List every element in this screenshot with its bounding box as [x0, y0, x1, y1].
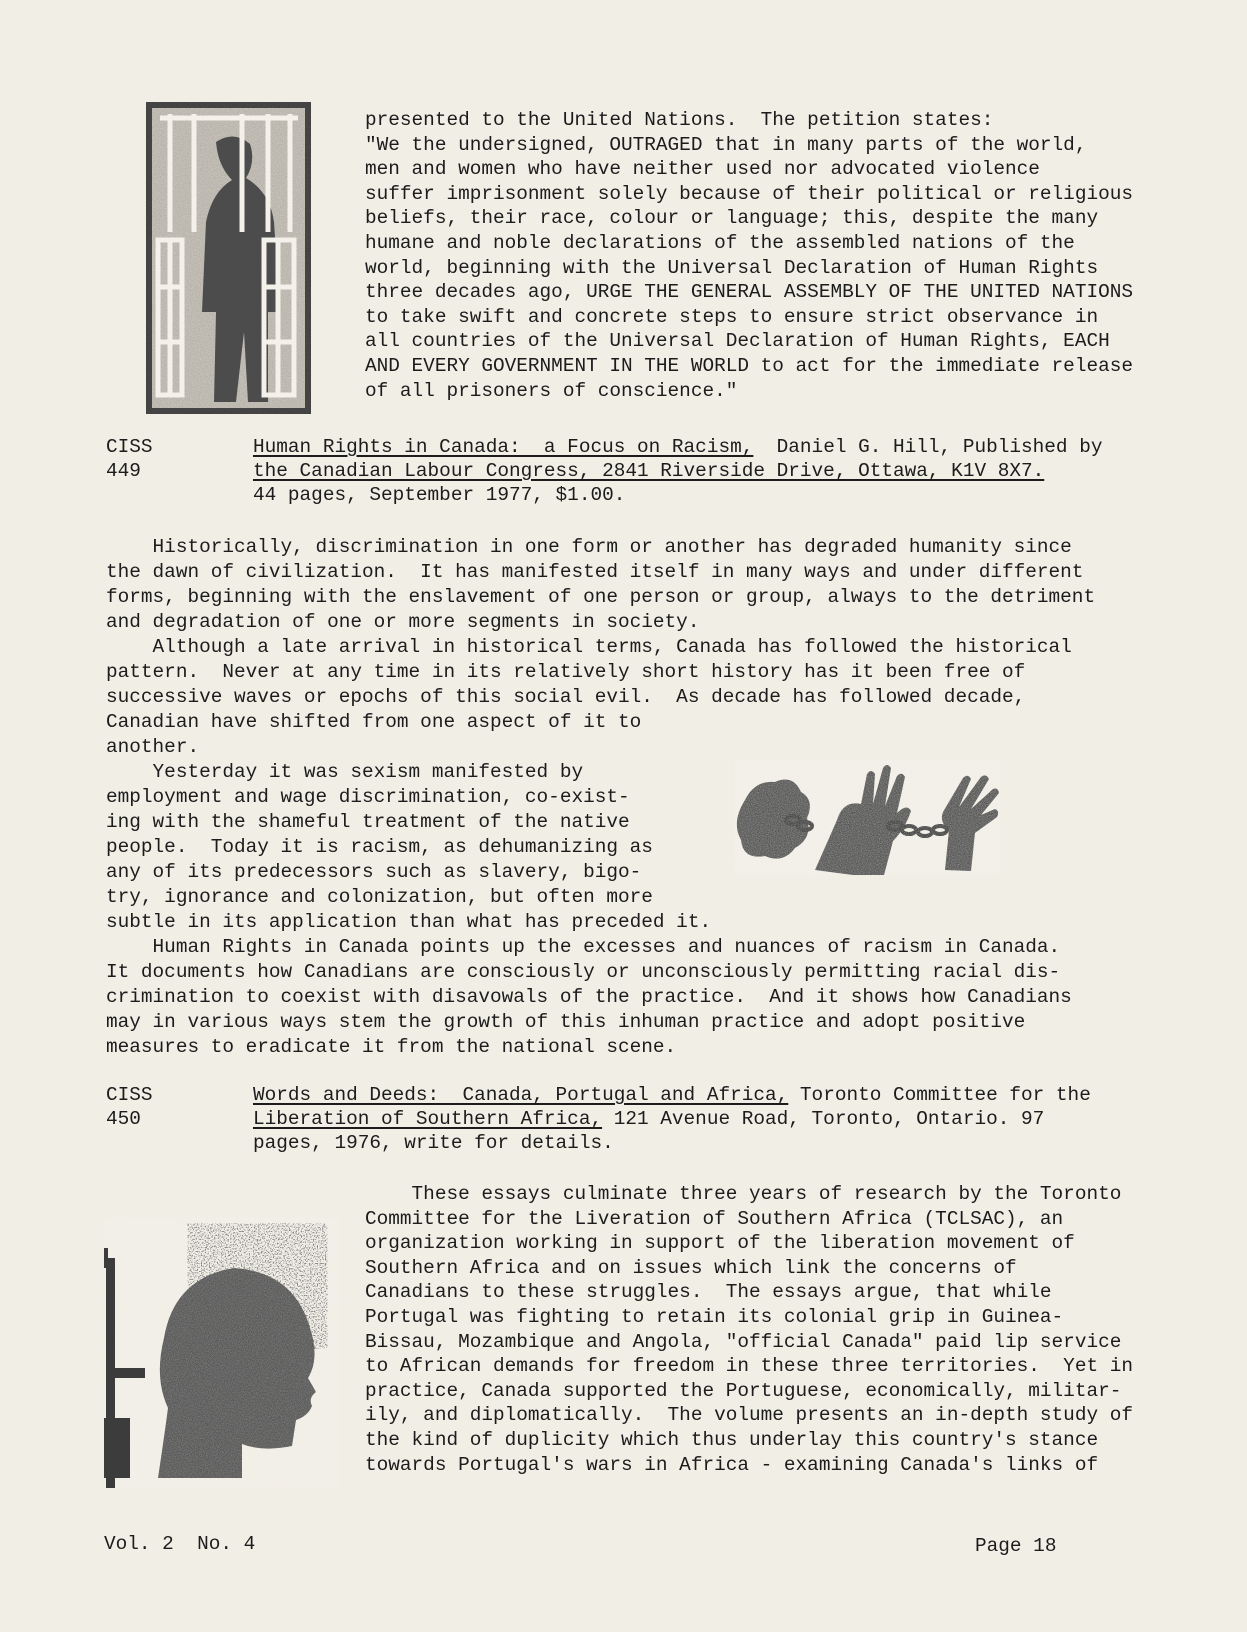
entry-title: Words and Deeds: Canada, Portugal and Africa, — [253, 1084, 789, 1106]
page-number: Page 18 — [975, 1535, 1057, 1557]
text-line: forms, beginning with the enslavement of one person or group, always to the detriment — [106, 586, 1096, 608]
text-line: world, beginning with the Universal Declaration of Human Rights — [365, 256, 1099, 279]
text-line: Southern Africa and on issues which link the concerns of — [365, 1256, 1017, 1279]
volume-number: Vol. 2 No. 4 — [104, 1533, 256, 1555]
text-line: any of its predecessors such as slavery, bigo- — [106, 861, 642, 883]
text-line: humane and noble declarations of the assembled nations of the — [365, 231, 1075, 254]
text-line: beliefs, their race, colour or language; this, despite the many — [365, 207, 1099, 230]
entry-code: CISS — [106, 436, 153, 458]
text-line: all countries of the Universal Declaration of Human Rights, EACH — [365, 330, 1110, 353]
entry-citation-line-1 — [253, 435, 1102, 459]
text-line: Canadian have shifted from one aspect of it to — [106, 711, 642, 733]
text-line: presented to the United Nations. The petition states: — [365, 109, 994, 131]
text-line: crimination to coexist with disavowals of the practice. And it shows how Canadians — [106, 986, 1072, 1008]
text-line: practice, Canada supported the Portuguese, economically, militar- — [365, 1379, 1122, 1402]
text-line: Canadians to these struggles. The essays argue, that while — [365, 1281, 1052, 1304]
entry-citation-rest: Toronto Committee for the — [788, 1084, 1091, 1106]
text-line: the dawn of civilization. It has manifested itself in many ways and under different — [106, 561, 1084, 583]
text-line: Committee for the Liveration of Southern Africa (TCLSAC), an — [365, 1207, 1064, 1230]
chained-hands-illustration — [735, 760, 1000, 875]
text-line: towards Portugal's wars in Africa - examining Canada's links of — [365, 1453, 1099, 1476]
text-line: successive waves or epochs of this social evil. As decade has followed decade, — [106, 686, 1026, 708]
text-line: another. — [106, 736, 200, 758]
text-line: measures to eradicate it from the national scene. — [106, 1036, 677, 1058]
prisoner-behind-bars-illustration — [146, 102, 311, 414]
entry-citation-line-1 — [253, 1083, 1091, 1107]
entry-number: 450 — [106, 1108, 141, 1130]
entry-code: CISS — [106, 1084, 153, 1106]
entry-citation-line-3: 44 pages, September 1977, $1.00. — [253, 484, 626, 506]
text-line: Human Rights in Canada points up the excesses and nuances of racism in Canada. — [106, 936, 1061, 958]
entry-publisher: the Canadian Labour Congress, 2841 Riverside Drive, Ottawa, K1V 8X7. — [253, 460, 1045, 482]
text-line: of all prisoners of conscience." — [365, 379, 738, 402]
review-paragraph — [365, 1182, 1133, 1477]
entry-title: Human Rights in Canada: a Focus on Racism, — [253, 436, 754, 458]
text-line: These essays culminate three years of research by the Toronto — [365, 1183, 1122, 1205]
text-line: people. Today it is racism, as dehumanizing as — [106, 836, 653, 858]
text-line: It documents how Canadians are consciously or unconsciously permitting racial dis- — [106, 961, 1061, 983]
text-line: men and women who have neither used nor advocated violence — [365, 158, 1040, 181]
entry-citation-line-2 — [253, 459, 1044, 483]
text-line: Bissau, Mozambique and Angola, "official Canada" paid lip service — [365, 1330, 1122, 1353]
text-line: may in various ways stem the growth of this inhuman practice and adopt positive — [106, 1011, 1026, 1033]
child-with-rifle-illustration — [104, 1218, 340, 1488]
text-line: the kind of duplicity which thus underlay this country's stance — [365, 1428, 1099, 1451]
text-line: suffer imprisonment solely because of their political or religious — [365, 182, 1133, 205]
petition-quote — [365, 108, 1133, 403]
text-line: ing with the shameful treatment of the native — [106, 811, 630, 833]
entry-citation-line-3: pages, 1976, write for details. — [253, 1132, 614, 1154]
text-line: Portugal was fighting to retain its colonial grip in Guinea- — [365, 1305, 1064, 1328]
entry-publisher: Liberation of Southern Africa, — [253, 1108, 603, 1130]
entry-citation-line-2 — [253, 1107, 1044, 1131]
text-line: ily, and diplomatically. The volume presents an in-depth study of — [365, 1404, 1133, 1427]
entry-citation-rest: Daniel G. Hill, Published by — [753, 436, 1103, 458]
text-line: three decades ago, URGE THE GENERAL ASSEMBLY OF THE UNITED NATIONS — [365, 281, 1133, 304]
text-line: organization working in support of the liberation movement of — [365, 1232, 1075, 1255]
text-line: pattern. Never at any time in its relatively short history has it been free of — [106, 661, 1026, 683]
text-line: "We the undersigned, OUTRAGED that in many parts of the world, — [365, 133, 1087, 156]
text-line: employment and wage discrimination, co-exist- — [106, 786, 630, 808]
text-line: subtle in its application than what has preceded it. — [106, 911, 712, 933]
text-line: AND EVERY GOVERNMENT IN THE WORLD to act for the immediate release — [365, 354, 1133, 377]
text-line: Historically, discrimination in one form or another has degraded humanity since — [106, 536, 1072, 558]
text-line: Yesterday it was sexism manifested by — [106, 761, 584, 783]
text-line: try, ignorance and colonization, but often more — [106, 886, 653, 908]
text-line: to African demands for freedom in these three territories. Yet in — [365, 1355, 1133, 1378]
entry-address: 121 Avenue Road, Toronto, Ontario. 97 — [602, 1108, 1045, 1130]
text-line: to take swift and concrete steps to ensure strict observance in — [365, 305, 1099, 328]
text-line: Although a late arrival in historical terms, Canada has followed the historical — [106, 636, 1072, 658]
text-line: and degradation of one or more segments in society. — [106, 611, 700, 633]
entry-number: 449 — [106, 460, 141, 482]
